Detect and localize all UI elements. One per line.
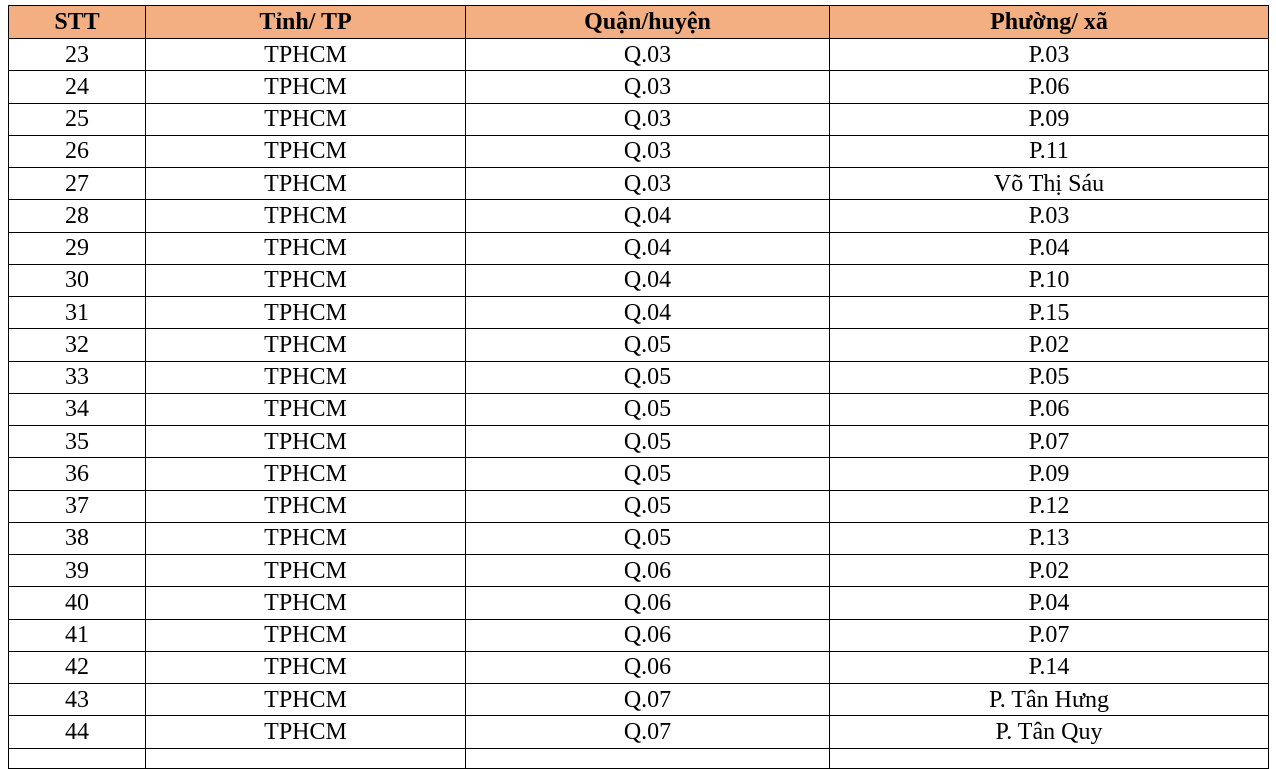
cell-stt: 29 bbox=[9, 232, 146, 264]
table-row bbox=[9, 522, 1269, 554]
cell-stt: 36 bbox=[9, 458, 146, 490]
cell-district: Q.05 bbox=[466, 490, 830, 522]
cell-province: TPHCM bbox=[146, 619, 466, 651]
cell-stt: 37 bbox=[9, 490, 146, 522]
cell-province: TPHCM bbox=[146, 71, 466, 103]
cell-ward: P.09 bbox=[830, 103, 1269, 135]
cell-district: Q.06 bbox=[466, 651, 830, 683]
cell-district: Q.06 bbox=[466, 619, 830, 651]
cell-province: TPHCM bbox=[146, 490, 466, 522]
header-province: Tỉnh/ TP bbox=[146, 6, 466, 39]
table-row bbox=[9, 264, 1269, 296]
cell-province: TPHCM bbox=[146, 329, 466, 361]
cell-ward: P.06 bbox=[830, 71, 1269, 103]
spreadsheet-area bbox=[8, 5, 1268, 769]
cell-district: Q.04 bbox=[466, 232, 830, 264]
data-table bbox=[8, 5, 1269, 769]
cell-stt: 24 bbox=[9, 71, 146, 103]
cell-district: Q.04 bbox=[466, 297, 830, 329]
cell-district: Q.05 bbox=[466, 393, 830, 425]
cell-ward: P.09 bbox=[830, 458, 1269, 490]
cell-ward: P.10 bbox=[830, 264, 1269, 296]
cell-district: Q.04 bbox=[466, 200, 830, 232]
cell-ward: P.02 bbox=[830, 329, 1269, 361]
table-row bbox=[9, 297, 1269, 329]
cell-province: TPHCM bbox=[146, 103, 466, 135]
cell-province: TPHCM bbox=[146, 651, 466, 683]
cell-province: TPHCM bbox=[146, 587, 466, 619]
cell-stt: 31 bbox=[9, 297, 146, 329]
table-row bbox=[9, 329, 1269, 361]
cell-stt: 32 bbox=[9, 329, 146, 361]
cell-empty bbox=[9, 748, 146, 768]
cell-district: Q.03 bbox=[466, 103, 830, 135]
cell-ward: P.13 bbox=[830, 522, 1269, 554]
table-row bbox=[9, 587, 1269, 619]
cell-stt: 26 bbox=[9, 135, 146, 167]
cell-district: Q.03 bbox=[466, 71, 830, 103]
table-row bbox=[9, 135, 1269, 167]
table-row bbox=[9, 393, 1269, 425]
cell-ward: P.03 bbox=[830, 39, 1269, 71]
table-row bbox=[9, 39, 1269, 71]
cell-stt: 40 bbox=[9, 587, 146, 619]
cell-stt: 39 bbox=[9, 555, 146, 587]
cell-stt: 35 bbox=[9, 426, 146, 458]
cell-ward: Võ Thị Sáu bbox=[830, 168, 1269, 200]
cell-stt: 38 bbox=[9, 522, 146, 554]
cell-province: TPHCM bbox=[146, 232, 466, 264]
cell-province: TPHCM bbox=[146, 168, 466, 200]
table-row bbox=[9, 684, 1269, 716]
cell-district: Q.05 bbox=[466, 329, 830, 361]
cell-ward: P.04 bbox=[830, 232, 1269, 264]
table-row bbox=[9, 103, 1269, 135]
cell-province: TPHCM bbox=[146, 200, 466, 232]
table-row bbox=[9, 200, 1269, 232]
table-row bbox=[9, 168, 1269, 200]
cell-stt: 42 bbox=[9, 651, 146, 683]
cell-district: Q.04 bbox=[466, 264, 830, 296]
cell-ward: P.03 bbox=[830, 200, 1269, 232]
cell-ward: P. Tân Quy bbox=[830, 716, 1269, 748]
header-row bbox=[9, 6, 1269, 39]
cell-district: Q.05 bbox=[466, 458, 830, 490]
header-ward: Phường/ xã bbox=[830, 6, 1269, 39]
table-row bbox=[9, 619, 1269, 651]
cell-stt: 23 bbox=[9, 39, 146, 71]
cell-district: Q.03 bbox=[466, 135, 830, 167]
cell-district: Q.05 bbox=[466, 522, 830, 554]
cell-province: TPHCM bbox=[146, 716, 466, 748]
cell-stt: 27 bbox=[9, 168, 146, 200]
cell-district: Q.03 bbox=[466, 39, 830, 71]
table-row bbox=[9, 555, 1269, 587]
table-row bbox=[9, 71, 1269, 103]
header-district: Quận/huyện bbox=[466, 6, 830, 39]
table-header bbox=[9, 6, 1269, 39]
cell-ward: P.14 bbox=[830, 651, 1269, 683]
cell-stt: 28 bbox=[9, 200, 146, 232]
cell-empty bbox=[466, 748, 830, 768]
cell-ward: P.15 bbox=[830, 297, 1269, 329]
cell-ward: P.11 bbox=[830, 135, 1269, 167]
cell-province: TPHCM bbox=[146, 361, 466, 393]
cell-stt: 25 bbox=[9, 103, 146, 135]
cell-stt: 43 bbox=[9, 684, 146, 716]
cell-province: TPHCM bbox=[146, 555, 466, 587]
cell-province: TPHCM bbox=[146, 39, 466, 71]
cell-province: TPHCM bbox=[146, 264, 466, 296]
table-row bbox=[9, 232, 1269, 264]
cell-province: TPHCM bbox=[146, 458, 466, 490]
cell-ward: P.07 bbox=[830, 619, 1269, 651]
cell-district: Q.06 bbox=[466, 555, 830, 587]
table-body bbox=[9, 39, 1269, 769]
cell-district: Q.05 bbox=[466, 361, 830, 393]
cell-province: TPHCM bbox=[146, 522, 466, 554]
cell-province: TPHCM bbox=[146, 297, 466, 329]
cell-ward: P.07 bbox=[830, 426, 1269, 458]
cell-ward: P.06 bbox=[830, 393, 1269, 425]
table-row-cutoff bbox=[9, 748, 1269, 768]
cell-district: Q.07 bbox=[466, 684, 830, 716]
cell-district: Q.05 bbox=[466, 426, 830, 458]
cell-ward: P.02 bbox=[830, 555, 1269, 587]
cell-district: Q.03 bbox=[466, 168, 830, 200]
cell-province: TPHCM bbox=[146, 135, 466, 167]
cell-stt: 44 bbox=[9, 716, 146, 748]
cell-district: Q.07 bbox=[466, 716, 830, 748]
cell-district: Q.06 bbox=[466, 587, 830, 619]
cell-province: TPHCM bbox=[146, 684, 466, 716]
cell-stt: 41 bbox=[9, 619, 146, 651]
cell-empty bbox=[830, 748, 1269, 768]
table-row bbox=[9, 361, 1269, 393]
cell-province: TPHCM bbox=[146, 393, 466, 425]
cell-stt: 34 bbox=[9, 393, 146, 425]
cell-province: TPHCM bbox=[146, 426, 466, 458]
table-row bbox=[9, 651, 1269, 683]
table-row bbox=[9, 490, 1269, 522]
table-row bbox=[9, 458, 1269, 490]
cell-ward: P.04 bbox=[830, 587, 1269, 619]
table-row bbox=[9, 716, 1269, 748]
cell-ward: P. Tân Hưng bbox=[830, 684, 1269, 716]
cell-stt: 30 bbox=[9, 264, 146, 296]
table-row bbox=[9, 426, 1269, 458]
cell-stt: 33 bbox=[9, 361, 146, 393]
header-stt: STT bbox=[9, 6, 146, 39]
cell-empty bbox=[146, 748, 466, 768]
cell-ward: P.05 bbox=[830, 361, 1269, 393]
cell-ward: P.12 bbox=[830, 490, 1269, 522]
